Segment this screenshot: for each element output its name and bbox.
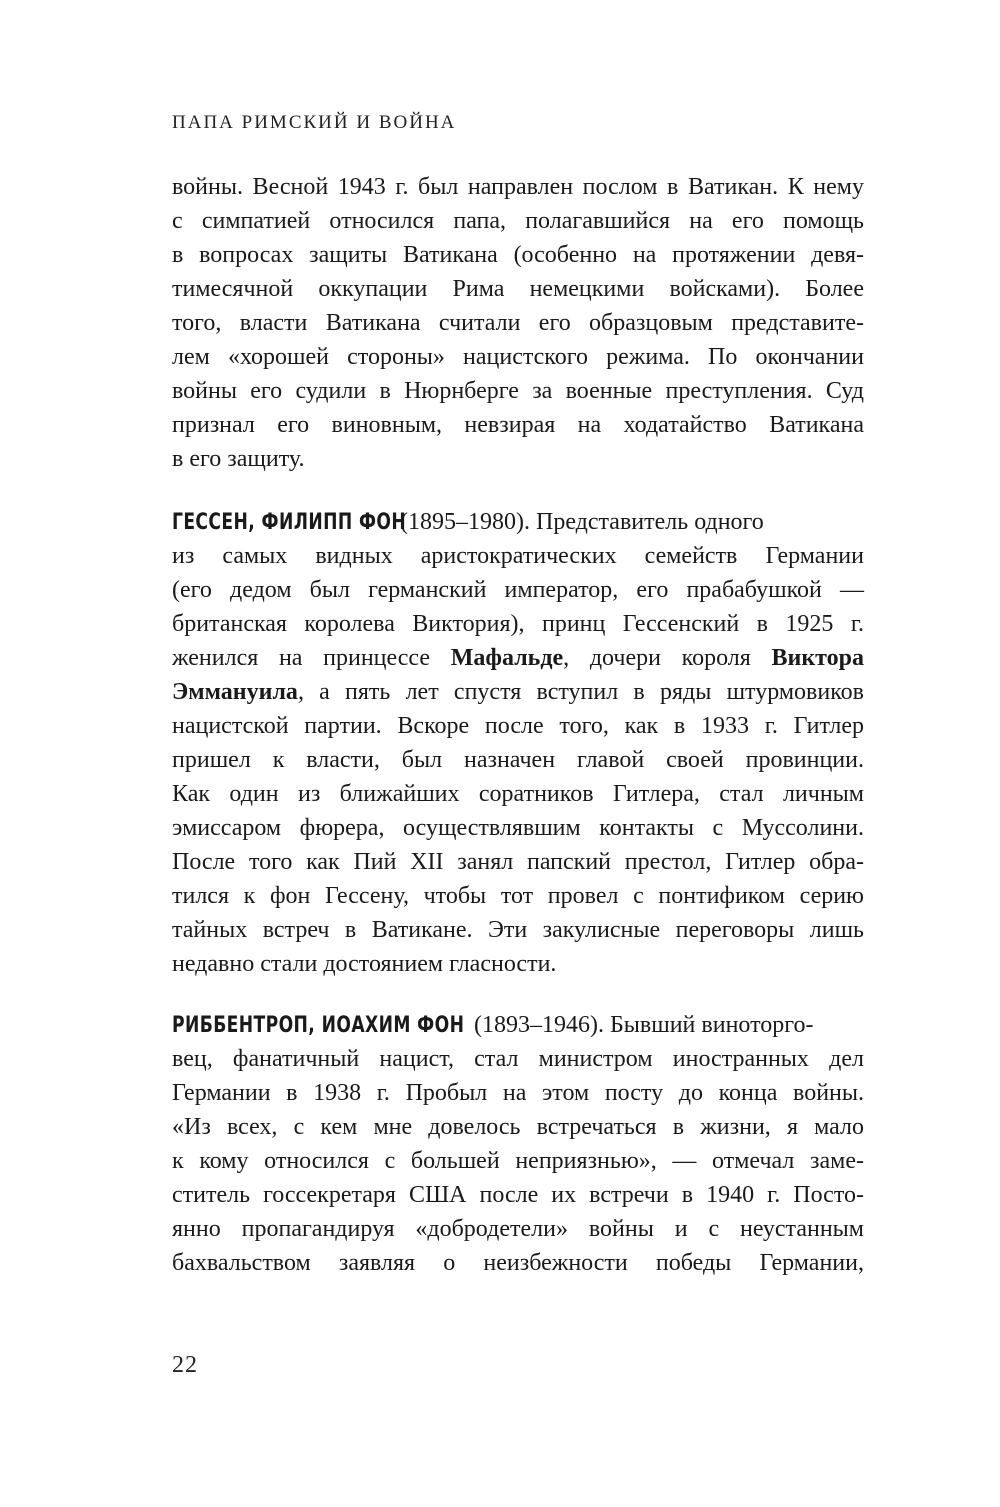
text-line: «Из всех, с кем мне довелось встречаться в жизни, я мало	[172, 1114, 864, 1140]
text-line: лем «хорошей стороны» нацистского режима. По окончании	[172, 344, 864, 370]
entry-hessen	[172, 505, 864, 981]
text-line: После того как Пий XII занял папский престол, Гитлер обра-	[172, 849, 864, 875]
text-line: нацистской партии. Вскоре после того, как в 1933 г. Гитлер	[172, 713, 864, 739]
bold-name: Эммануила	[172, 679, 298, 705]
page-number: 22	[172, 1352, 198, 1378]
entry-name: ГЕССЕН, ФИЛИПП ФОН	[172, 510, 407, 535]
text-line: тайных встреч в Ватикане. Эти закулисные переговоры лишь	[172, 917, 864, 943]
text-line: британская королева Виктория), принц Гессенский в 1925 г.	[172, 611, 864, 637]
text-line: ститель госсекретаря США после их встречи в 1940 г. Посто-	[172, 1182, 864, 1208]
text-line: Германии в 1938 г. Пробыл на этом посту до конца войны.	[172, 1080, 864, 1106]
text-line: пришел к власти, был назначен главой своей провинции.	[172, 747, 864, 773]
entry-ribbentrop	[172, 1008, 864, 1280]
text-line: тимесячной оккупации Рима немецкими войсками). Более	[172, 276, 864, 302]
text-line: из самых видных аристократических семейств Германии	[172, 543, 864, 569]
bold-name: Виктора	[771, 645, 864, 671]
text-line: в его защиту.	[172, 446, 305, 472]
entry-first-line	[172, 1008, 864, 1042]
text-line: вец, фанатичный нацист, стал министром иностранных дел	[172, 1046, 864, 1072]
text-line: в вопросах защиты Ватикана (особенно на протяжении девя-	[172, 242, 864, 268]
text-line: войны. Весной 1943 г. был направлен послом в Ватикан. К нему	[172, 174, 864, 200]
text-line: женился на принцессе Мафальде, дочери короля Виктора	[172, 645, 864, 671]
entry-dates-intro: (1895–1980). Представитель одного	[394, 509, 764, 535]
entry-first-line	[172, 505, 864, 539]
text-line: признал его виновным, невзирая на ходатайство Ватикана	[172, 412, 864, 438]
text-line: (его дедом был германский император, его прабабушкой —	[172, 577, 864, 603]
paragraph-continuation	[172, 170, 864, 476]
text-line: войны его судили в Нюрнберге за военные преступления. Суд	[172, 378, 864, 404]
text-line: Как один из ближайших соратников Гитлера, стал личным	[172, 781, 864, 807]
text-line: эмиссаром фюрера, осуществлявшим контакты с Муссолини.	[172, 815, 864, 841]
text-line: тился к фон Гессену, чтобы тот провел с понтификом серию	[172, 883, 864, 909]
entry-name: РИББЕНТРОП, ИОАХИМ ФОН	[172, 1013, 465, 1038]
text-line: с симпатией относился папа, полагавшийся на его помощь	[172, 208, 864, 234]
text-line: того, власти Ватикана считали его образцовым представите-	[172, 310, 864, 336]
bold-name: Мафальде	[450, 645, 564, 671]
text-line: янно пропагандируя «добродетели» войны и с неустанным	[172, 1216, 864, 1242]
text-line: недавно стали достоянием гласности.	[172, 951, 557, 977]
running-head: ПАПА РИМСКИЙ И ВОЙНА	[172, 112, 457, 133]
text-line: Эммануила, а пять лет спустя вступил в ряды штурмовиков	[172, 679, 864, 705]
text-line: бахвальством заявляя о неизбежности победы Германии,	[172, 1250, 864, 1276]
text-line: к кому относился с большей неприязнью», — отмечал заме-	[172, 1148, 864, 1174]
entry-dates-intro: (1893–1946). Бывший виноторго-	[468, 1012, 814, 1038]
